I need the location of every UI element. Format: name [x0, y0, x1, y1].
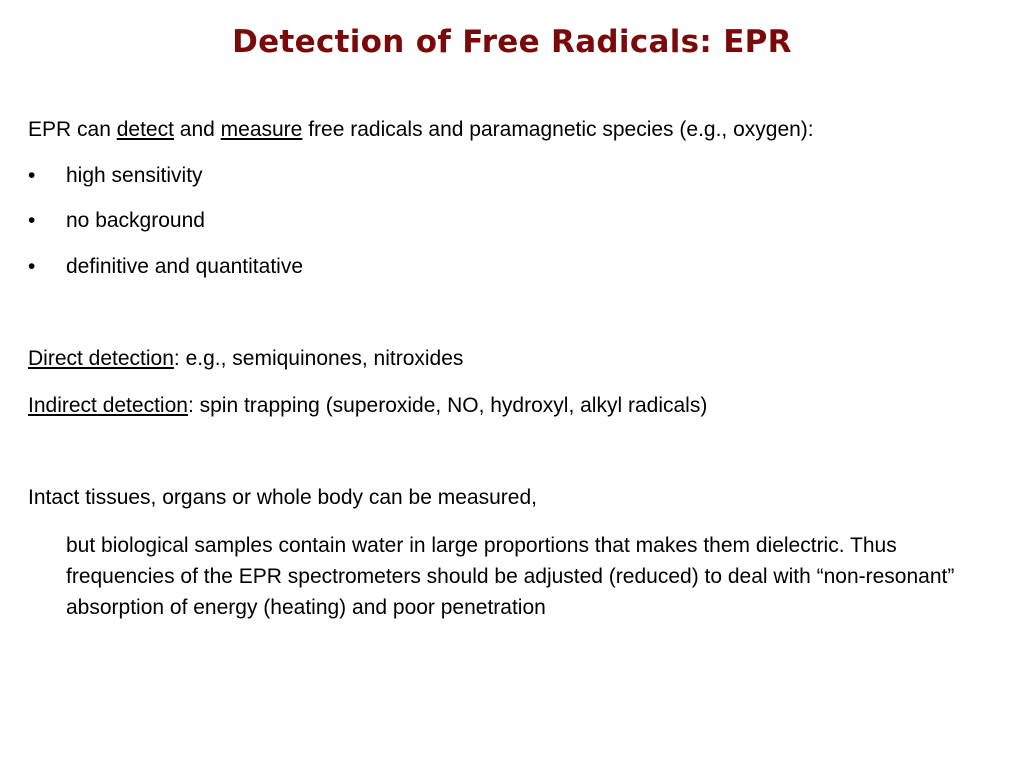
direct-detection-label: Direct detection: [28, 347, 174, 370]
bullet-marker: •: [28, 255, 36, 278]
intro-and: and: [173, 118, 221, 141]
indirect-detection-label: Indirect detection: [28, 394, 188, 417]
detail-paragraph: but biological samples contain water in large proportions that makes them dielectric. Thus frequencies of the EPR spectrometers should be adjusted (reduced) to deal with “non-resonant” absorption of energy (heating) and poor penetration: [66, 534, 955, 619]
intro-prefix: EPR can: [28, 118, 117, 141]
intro-suffix: free radicals and paramagnetic species (e.g., oxygen):: [302, 118, 814, 141]
direct-detection-text: : e.g., semiquinones, nitroxides: [173, 347, 464, 370]
tissues-line: Intact tissues, organs or whole body can be measured,: [28, 486, 537, 509]
bullet-marker: •: [28, 209, 36, 232]
intro-detect: detect: [116, 118, 174, 141]
bullet-item: [28, 161, 203, 191]
indirect-detection-text: : spin trapping (superoxide, NO, hydroxyl, alkyl radicals): [187, 394, 708, 417]
slide-title: Detection of Free Radicals: EPR: [232, 24, 792, 60]
intro-measure: measure: [220, 118, 303, 141]
indirect-detection-line: [28, 391, 707, 421]
direct-detection-line: [28, 344, 463, 374]
intro-line: [28, 115, 814, 145]
bullet-text: no background: [66, 209, 205, 232]
bullet-text: high sensitivity: [66, 164, 203, 187]
bullet-item: [28, 206, 205, 236]
bullet-item: [28, 252, 303, 282]
bullet-text: definitive and quantitative: [66, 255, 303, 278]
bullet-marker: •: [28, 164, 36, 187]
